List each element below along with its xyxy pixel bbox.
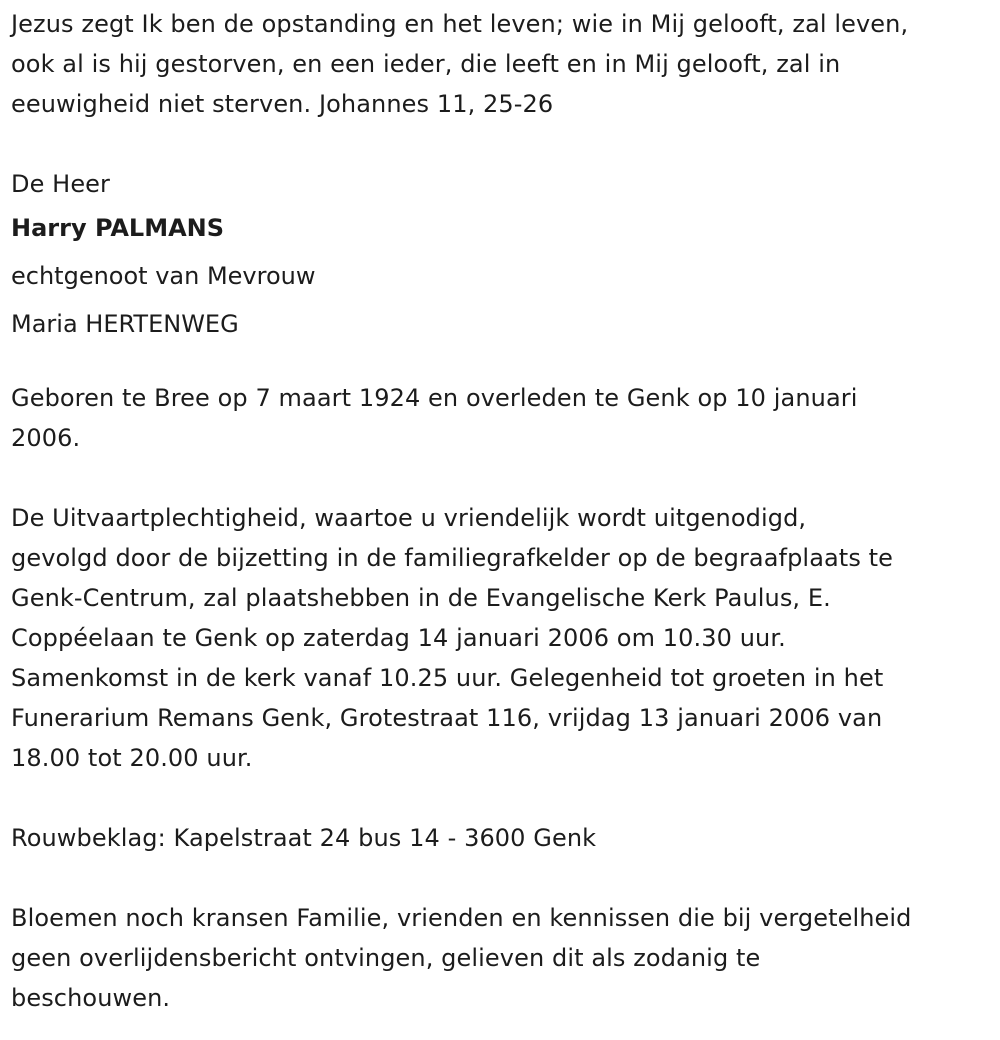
closing-line: Bloemen noch kransen Familie, vrienden en kennissen die bij vergetelheid xyxy=(11,904,912,932)
funeral-info xyxy=(11,498,1000,778)
funeral-line: 18.00 tot 20.00 uur. xyxy=(11,744,253,772)
birth-death-line: Geboren te Bree op 7 maart 1924 en overleden te Genk op 10 januari xyxy=(11,384,858,412)
funeral-line: Coppéelaan te Genk op zaterdag 14 januari 2006 om 10.30 uur. xyxy=(11,624,786,652)
spouse-intro: echtgenoot van Mevrouw xyxy=(11,262,316,290)
spacer xyxy=(11,458,1000,498)
funeral-line: gevolgd door de bijzetting in de familiegrafkelder op de begraafplaats te xyxy=(11,544,894,572)
spacer xyxy=(11,778,1000,818)
spacer xyxy=(11,348,1000,378)
funeral-line: Genk-Centrum, zal plaatshebben in de Evangelische Kerk Paulus, E. xyxy=(11,584,831,612)
spouse-name: Maria HERTENWEG xyxy=(11,310,239,338)
closing-note xyxy=(11,898,1000,1018)
closing-line: geen overlijdensbericht ontvingen, gelieven dit als zodanig te xyxy=(11,944,761,972)
verse-line: Jezus zegt Ik ben de opstanding en het leven; wie in Mij gelooft, zal leven, xyxy=(11,10,909,38)
honorific: De Heer xyxy=(11,170,111,198)
condolence-address: Rouwbeklag: Kapelstraat 24 bus 14 - 3600 Genk xyxy=(11,824,597,852)
funeral-line: De Uitvaartplechtigheid, waartoe u vriendelijk wordt uitgenodigd, xyxy=(11,504,807,532)
spacer xyxy=(11,858,1000,898)
funeral-line: Samenkomst in de kerk vanaf 10.25 uur. Gelegenheid tot groeten in het xyxy=(11,664,884,692)
deceased-block xyxy=(11,164,1000,348)
verse-line: eeuwigheid niet sterven. Johannes 11, 25-26 xyxy=(11,90,554,118)
bible-verse xyxy=(11,4,1000,124)
birth-death-line: 2006. xyxy=(11,424,81,452)
birth-death-info xyxy=(11,378,1000,458)
verse-line: ook al is hij gestorven, en een ieder, die leeft en in Mij gelooft, zal in xyxy=(11,50,841,78)
spacer xyxy=(11,124,1000,164)
funeral-line: Funerarium Remans Genk, Grotestraat 116, vrijdag 13 januari 2006 van xyxy=(11,704,883,732)
deceased-name: Harry PALMANS xyxy=(11,214,225,242)
closing-line: beschouwen. xyxy=(11,984,171,1012)
